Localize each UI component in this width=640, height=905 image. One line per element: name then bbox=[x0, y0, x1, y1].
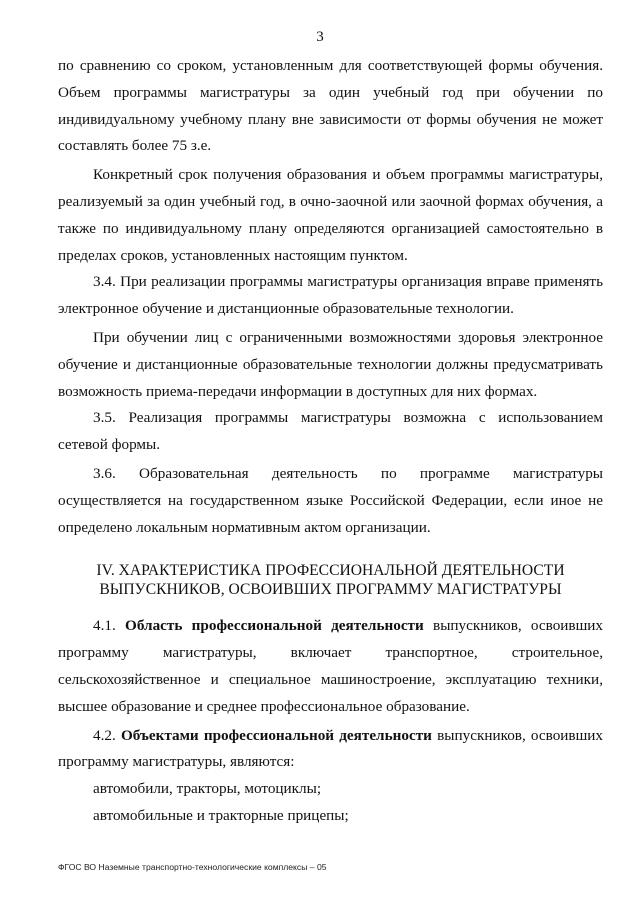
paragraph: по сравнению со сроком, установленным для соответствующей формы обучения. Объем программы магистратуры за один учебный год при обучении по индивидуальному учебному плану вне зависимости от формы обучения не может составлять более 75 з.е. bbox=[58, 57, 603, 155]
item-text: выпускников, освоивших программу магистратуры, включает транспортное, строительное, сельскохозяйственное и специальное машиностроение, эксплуатацию техники, высшее образование и среднее профессиональное образование. bbox=[58, 617, 604, 715]
bold-term: Объектами профессиональной деятельности bbox=[120, 726, 432, 744]
item-number: 4.2. bbox=[93, 726, 116, 744]
list-item: автомобили, тракторы, мотоциклы; bbox=[93, 780, 322, 798]
document-footer: ФГОС ВО Наземные транспортно-технологические комплексы – 05 bbox=[58, 862, 327, 872]
section-heading bbox=[58, 561, 603, 599]
section-heading-line: IV. ХАРАКТЕРИСТИКА ПРОФЕССИОНАЛЬНОЙ ДЕЯТЕЛЬНОСТИ bbox=[96, 562, 565, 580]
paragraph-item-4-2 bbox=[58, 723, 603, 777]
document-body bbox=[58, 53, 603, 830]
paragraph: 3.4. При реализации программы магистратуры организация вправе применять электронное обучение и дистанционные образовательные технологии. bbox=[58, 273, 603, 318]
item-text: выпускников, освоивших программу магистратуры, являются: bbox=[58, 726, 604, 771]
page-number: 3 bbox=[316, 29, 324, 45]
paragraph: Конкретный срок получения образования и объем программы магистратуры, реализуемый за один учебный год, в очно-заочной или заочной формах обучения, а также по индивидуальному плану определяются организацией самостоятельно в пределах сроков, установленных настоящим пунктом. bbox=[58, 166, 603, 264]
paragraph: 3.5. Реализация программы магистратуры возможна с использованием сетевой формы. bbox=[58, 409, 603, 454]
list-item: автомобильные и тракторные прицепы; bbox=[93, 806, 349, 824]
item-number: 4.1. bbox=[93, 617, 116, 635]
section-heading-line: ВЫПУСКНИКОВ, ОСВОИВШИХ ПРОГРАММУ МАГИСТРАТУРЫ bbox=[99, 581, 562, 599]
paragraph-item-4-1 bbox=[58, 613, 603, 720]
paragraph: При обучении лиц с ограниченными возможностями здоровья электронное обучение и дистанционные образовательные технологии должны предусматривать возможность приема-передачи информации в доступных для них формах. bbox=[58, 328, 603, 400]
bold-term: Область профессиональной деятельности bbox=[125, 617, 424, 635]
paragraph: 3.6. Образовательная деятельность по программе магистратуры осуществляется на государственном языке Российской Федерации, если иное не определено локальным нормативным актом организации. bbox=[58, 464, 603, 536]
